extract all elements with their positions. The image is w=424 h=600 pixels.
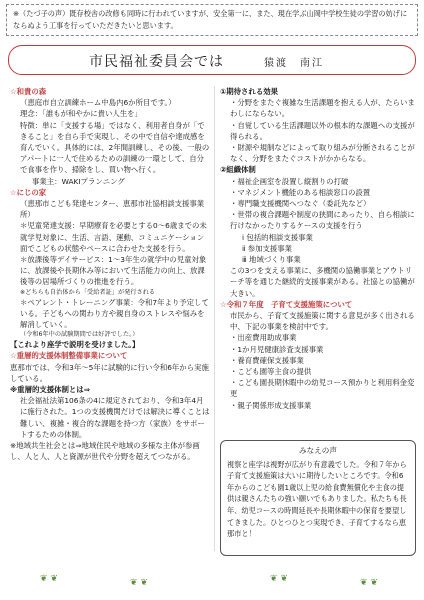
- left-column: [10, 86, 210, 463]
- right-text: ・分野をまたぐ複雑な生活課題を抱える人が、たらいまわしにならない。: [230, 98, 415, 119]
- left-text: ＊放課後等デイサービス：1〜3年生の就学中の児童対象に、放課後や長期休み等において生活能力の向上、放課後等の居場所づくりの推進を行う。: [20, 255, 207, 287]
- right-text: ・自覚している生活課題以外の根本的な課題への支援が得られる。: [230, 120, 415, 141]
- right-text: ・親子関係形成支援事業: [230, 400, 312, 410]
- left-text: 特徴：単に「支援する場」ではなく、利用者自身が「できること」を自ら手で実現し、その中で自信や達成感を育んでいく。具体的には、2年間訓練し、その後、一般のアパートに一人で住めるための訓練の一環として、自分で食事を作り、掃除をし、買い物へ行く。: [20, 120, 210, 175]
- section-title-bar: [8, 45, 416, 75]
- left-note: （令和6年中の試験期間では好評でした。）: [20, 331, 139, 339]
- column-divider: [214, 86, 215, 551]
- right-column: [220, 86, 416, 411]
- section-heading-organization: ②組織体制: [220, 165, 256, 175]
- section-heading-nijinoie: ☆にじの家: [10, 187, 47, 197]
- voice-box-heading: みなえの声: [299, 446, 337, 455]
- right-text: ⅲ 地域づくり事業: [242, 255, 301, 265]
- left-text: ＊ペアレント・トレーニング事業：令和7年より予定している。子どもへの関わり方や親自身のストレスや悩みを解消していく。: [20, 297, 209, 330]
- left-text: 社会福祉法第106条の4に規定されており、令和3年4月に施行された。1つの支援機関だけでは解決に導くことは難しい、複雑・複合的な課題を持つ方（家族）をサポートするための体制。: [20, 396, 210, 439]
- right-text: ・こども園等主食の提供: [230, 367, 312, 377]
- right-text: ・こども園長期休暇中の幼児コース預かりと利用料金変更: [230, 378, 415, 399]
- left-text: 恵那市では、令和3年〜5年に試験的に行い令和6年から実施している。: [10, 362, 209, 383]
- section-heading-support-system: ☆重層的支援体制整備事業について: [10, 351, 128, 361]
- right-text: ⅰ 包括的相談支援事業: [242, 232, 313, 242]
- right-text: ・専門職支援機関へつなぐ（委託先など）: [230, 199, 371, 209]
- sprout-icon: ❦ ❦: [40, 574, 58, 584]
- right-text: ・世帯の複合課題や制度の狭間にあったり、自ら相談に行けなかったりするケースの支援を行う: [230, 210, 415, 231]
- right-text: ・1か月児健康診査支援事業: [230, 344, 324, 354]
- right-text: ・出産費用助成事業: [230, 333, 297, 343]
- left-note: ※どちらも自治体から「受給者証」が発行される: [20, 288, 156, 296]
- section-heading-childcare: ☆令和７年度 子育て支援施策について: [220, 299, 353, 309]
- left-text: ※重層的支援体制とは⇒: [10, 385, 90, 395]
- left-text: ＊児童発達支援：早期療育を必要とする0〜6歳までの未就学児対象に、生活、言語、運動、コミュニケーション面でこどもの状態やペースに合わせた支援を行う。: [20, 221, 207, 253]
- author-name: 猿渡 南江: [264, 58, 324, 69]
- sprout-icon: ❦ ❦: [360, 578, 378, 588]
- left-text: 理念：「誰もが和やかに貴い人生を」: [20, 109, 142, 119]
- right-text: ・福祉企画室を設置し縦割りの打破: [230, 176, 349, 186]
- lecture-heading: 【これより座学で説明を受けました。】: [10, 340, 140, 350]
- section-heading-wakinomori: ☆和貴の森: [10, 87, 47, 96]
- right-text: この3つを支える事業に、多機関の協働事業とアウトリーチ等を通じた継続的支援事業がある。社協との協働が大きい。: [230, 266, 415, 298]
- left-text: ※地域共生社会とは⇒地域住民や地域の多様な主体が参画し、人と人、人と資源が世代や分野を超えてつながる。: [10, 441, 200, 462]
- right-text: ・養育費確保支援事業: [230, 355, 304, 365]
- left-text: （恵庭市自立訓練ホーム中島内6か所目です。）: [20, 98, 176, 108]
- right-text: ⅱ 参加支援事業: [242, 243, 293, 253]
- sprout-icon: ❦ ❦: [270, 574, 288, 584]
- right-text: ・財源や規制などによって取り組みが分断されることがなく、分野をまたぐコストがかからなる。: [230, 143, 415, 164]
- left-text: （恵那市こども発達センター、恵那市社協相談支援事業所）: [20, 199, 205, 220]
- sprout-icon: ❦ ❦: [130, 578, 148, 588]
- page-title: 市民福祉委員会では: [89, 54, 224, 70]
- right-text: 市民から、子育て支援施策に関する意見が多く出される中、下記の事業を検討中です。: [230, 311, 415, 332]
- voice-box: [220, 440, 416, 556]
- top-note: ※（たづ子の声）既存校舎の改修も同時に行われていますが、安全第一に、また、現在学ぶ山岡中学校生徒の学習の妨げにならぬよう工事を行っていただきたいと思います。: [6, 4, 418, 36]
- voice-box-text: 視察と座学は視野が広がり有意義でした。令和７年から子育て支援施策は大いに期待したいところです。令和6年からのこども園1歳以上児の給食費無償化や主食の提供は親さんたちの強い願いでもありました。私たちも長年、幼児コースの時間延長や長期休暇中の保育を要望してきました。ひとつひとつ実現でき、子育てするなら恵那市と！: [227, 459, 407, 539]
- right-text: ・マネジメント機能のある相談窓口の設置: [230, 187, 371, 197]
- section-heading-effects: ①期待される効果: [220, 87, 278, 96]
- left-text: 事業主：WAKIプランニング: [32, 176, 125, 186]
